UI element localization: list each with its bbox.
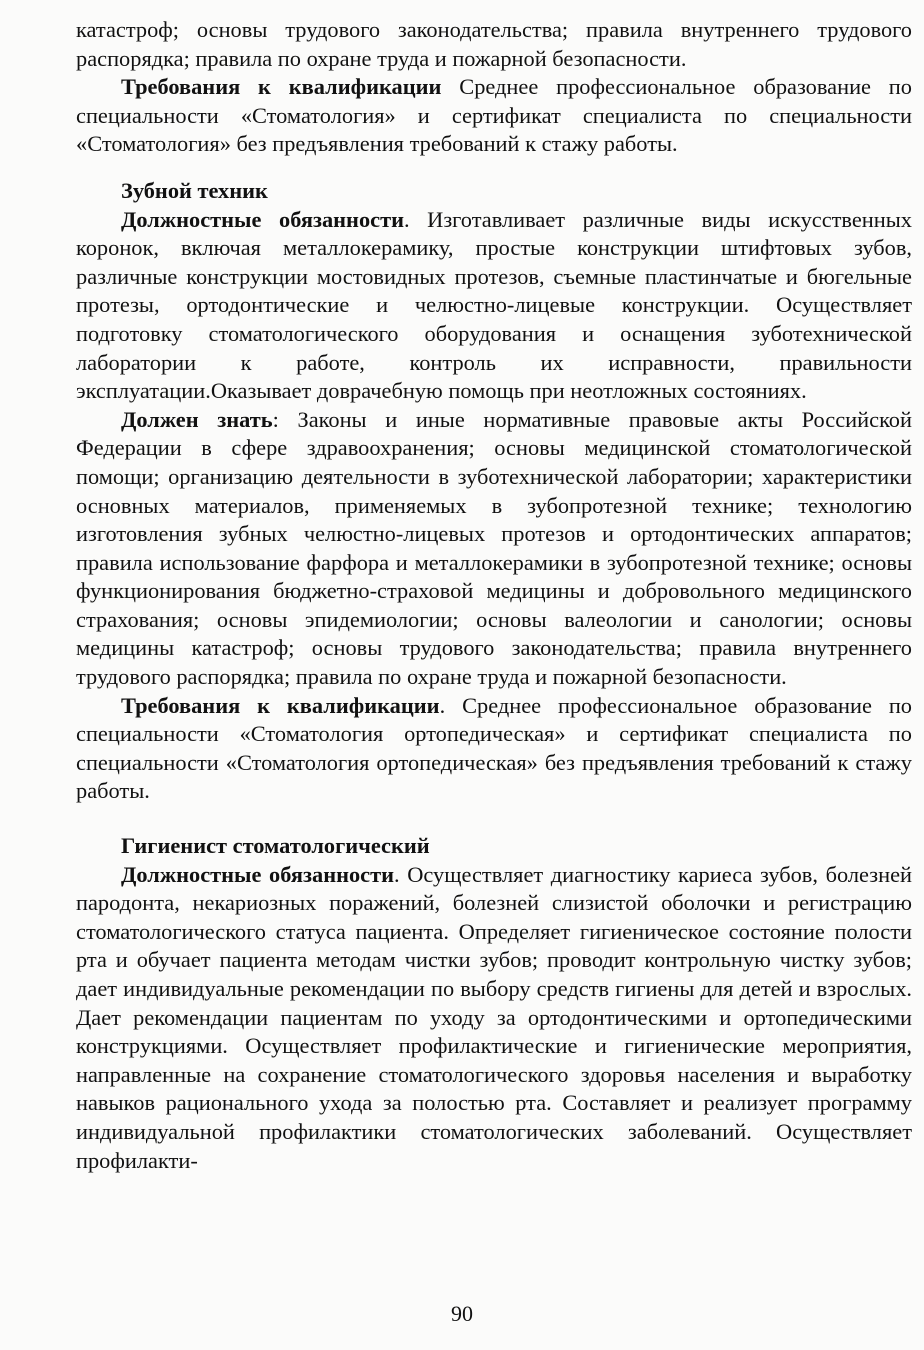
paragraph-text: . Осуществляет диагностику кариеса зубов, болезней пародонта, некариозных поражений, болезней слизистой оболочки и регистрацию стоматологического статуса пациента. Определяет гигиеническое состояние полости рта и обучает пациента методам чистки зубов; проводит контрольную чистку зубов; дает индивидуальные рекомендации по выбору средств гигиены для детей и взрослых. Дает рекомендации пациентам по уходу за ортодонтическими и ортопедическими конструкциями. Осуществляет профилактические и гигиенические мероприятия, направленные на сохранение стоматологического здоровья населения и выработку навыков рационального ухода за полостью рта. Составляет и реализует программу индивидуальной профилактики стоматологических заболеваний. Осуществляет профилакти- [76, 861, 912, 1173]
section-heading-dental-technician: Зубной техник [121, 177, 268, 203]
paragraph-continuation [76, 16, 912, 73]
paragraph-text: : Законы и иные нормативные правовые акты Российской Федерации в сфере здравоохранения; основы медицинской стоматологической помощи; организацию деятельности в зуботехнической лаборатории; характеристики основных материалов, применяемых в зубопротезной технике; технологию изготовления зубных челюстно-лицевых протезов и ортодонтических аппаратов; правила использование фарфора и металлокерамики в зубопротезной технике; основы функционирования бюджетно-страховой медицины и добровольного медицинского страхования; основы эпидемиологии; основы валеологии и санологии; основы медицины катастроф; основы трудового законодательства; правила внутреннего трудового распорядка; правила по охране труда и пожарной безопасности. [76, 406, 912, 690]
section-spacer [76, 159, 912, 177]
paragraph-label: Должностные обязанности [121, 861, 395, 887]
paragraph-text: катастроф; основы трудового законодательства; правила внутреннего трудового распорядка; правила по охране труда и пожарной безопасности. [76, 17, 912, 71]
paragraph-duties-1 [76, 206, 912, 406]
paragraph-text: . Среднее профессиональное образование по специальности «Стоматология ортопедическая» и сертификат специалиста по специальности «Стоматология ортопедическая» без предъявления требований к стажу работы. [76, 692, 912, 804]
section-spacer [76, 806, 912, 832]
paragraph-label: Требования к квалификации [121, 74, 442, 100]
paragraph-label: Требования к квалификации [121, 692, 440, 718]
paragraph-text: . Изготавливает различные виды искусственных коронок, включая металлокерамику, простые конструкции штифтовых зубов, различные конструкции мостовидных протезов, съемные пластинчатые и бюгельные протезы, ортодонтические и челюстно-лицевые конструкции. Осуществляет подготовку стоматологического оборудования и оснащения зуботехнической лаборатории к работе, контроль их исправности, правильности эксплуатации.Оказывает доврачебную помощь при неотложных состояниях. [76, 206, 913, 404]
paragraph-duties-2 [76, 861, 912, 1176]
page-number: 90 [451, 1301, 473, 1326]
paragraph-text: Среднее профессиональное образование по специальности «Стоматология» и сертификат специалиста по специальности «Стоматология» без предъявления требований к стажу работы. [76, 74, 912, 157]
section-heading-dental-hygienist: Гигиенист стоматологический [121, 833, 430, 859]
paragraph-qualification-1 [76, 73, 912, 159]
paragraph-label: Должен знать [121, 406, 273, 432]
paragraph-must-know [76, 406, 912, 692]
page-body [76, 16, 912, 1175]
paragraph-label: Должностные обязанности [121, 206, 404, 232]
paragraph-qualification-2 [76, 692, 912, 806]
